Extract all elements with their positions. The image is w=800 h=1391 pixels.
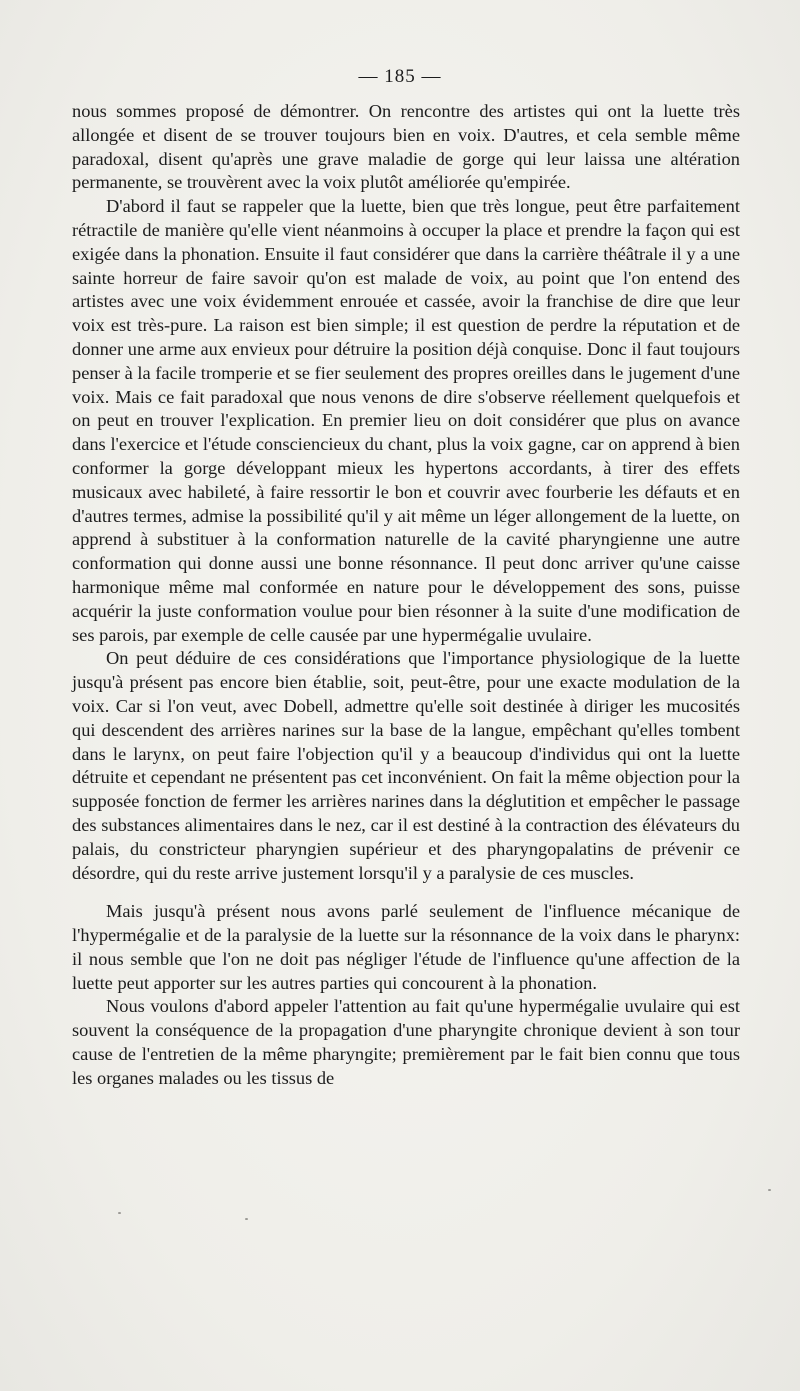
paragraph-2: D'abord il faut se rappeler que la luette, bien que très longue, peut être parfaitement rétractile de manière qu'elle vient néanmoins à occuper la place et prendre la façon qui est exigée dans la phonation. Ensuite il faut considérer que dans la carrière théâtrale il y a une sainte horreur de faire savoir qu'on est malade de voix, au point que l'on entend des artistes avec une voix évidemment enrouée et cassée, avoir la franchise de dire que leur voix est très-pure. La raison est bien simple; il est question de perdre la réputation et de donner une arme aux envieux pour détruire la position déjà conquise. Donc il faut toujours penser à la facile tromperie et se fier seulement des propres oreilles dans le jugement d'une voix. Mais ce fait paradoxal que nous venons de dire s'observe réellement quelquefois et on peut en trouver l'explication. En premier lieu on doit considérer que plus on avance dans l'exercice et l'étude consciencieux du chant, plus la voix gagne, car on apprend à bien conformer la gorge développant mieux les hypertons accordants, à tirer des effets musicaux avec habileté, à faire ressortir le bon et couvrir avec fourberie les défauts et en d'autres termes, admise la possibilité qu'il y ait même un léger allongement de la luette, on apprend à substituer à la conformation naturelle de la cavité pharyngienne une autre conformation qui donne aussi une bonne résonnance. Il peut donc arriver qu'une caisse harmonique même mal conformée en nature pour le développement des sons, puisse acquérir la juste conformation voulue pour bien résonner à la suite d'une modification de ses parois, par exemple de celle causée par une hypermégalie uvulaire. <box>72 196 740 645</box>
paragraph-4: Mais jusqu'à présent nous avons parlé seulement de l'influence mécanique de l'hypermégalie et de la paralysie de la luette sur la résonnance de la voix dans le pharynx: il nous semble que l'on ne doit pas négliger l'étude de l'influence qu'une affection de la luette peut apporter sur les autres parties qui concourent à la phonation. <box>72 901 740 993</box>
page-number: — 185 — <box>358 66 442 87</box>
body-text <box>72 100 740 1091</box>
paragraph-1: nous sommes proposé de démontrer. On rencontre des artistes qui ont la luette très allongée et disent de se trouver toujours bien en voix. D'autres, et cela semble même paradoxal, disent qu'après une grave maladie de gorge qui leur laissa une altération permanente, se trouvèrent avec la voix plutôt améliorée qu'empirée. <box>72 101 740 193</box>
paper-speck <box>245 1218 248 1220</box>
paragraph-5: Nous voulons d'abord appeler l'attention au fait qu'une hypermégalie uvulaire qui est souvent la conséquence de la propagation d'une pharyngite chronique devient à son tour cause de l'entretien de la même pharyngite; premièrement par le fait bien connu que tous les organes malades ou les tissus de <box>72 996 740 1088</box>
paper-speck <box>118 1212 121 1214</box>
paper-speck <box>768 1189 771 1191</box>
paragraph-3: On peut déduire de ces considérations que l'importance physiologique de la luette jusqu'à présent pas encore bien établie, soit, peut-être, pour une exacte modulation de la voix. Car si l'on veut, avec Dobell, admettre qu'elle soit destinée à diriger les mucosités qui descendent des arrières narines sur la base de la langue, empêchant qu'elles tombent dans le larynx, on peut faire l'objection qu'il y a beaucoup d'individus qui ont la luette détruite et cependant ne présentent pas cet inconvénient. On fait la même objection pour la supposée fonction de fermer les arrières narines dans la déglutition et empêcher le passage des substances alimentaires dans le nez, car il est destiné à la contraction des élévateurs du palais, du constricteur pharyngien supérieur et des pharyngopalatins de prévenir ce désordre, qui du reste arrive justement lorsqu'il y a paralysie de ces muscles. <box>72 648 740 883</box>
